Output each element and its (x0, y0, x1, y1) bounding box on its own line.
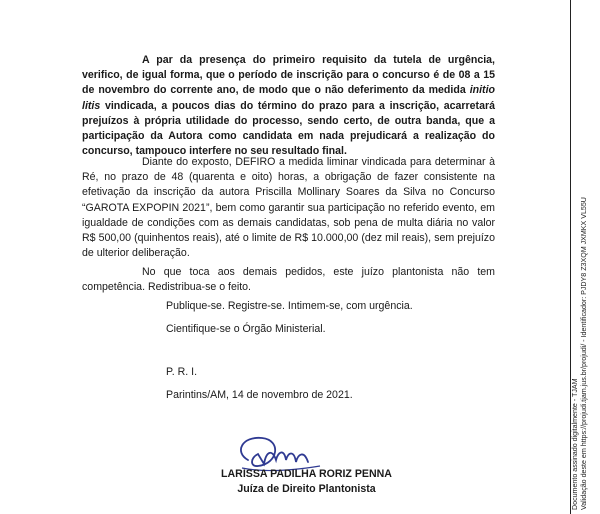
paragraph-decision: Diante do exposto, DEFIRO a medida liminar vindicada para determinar à Ré, no prazo de 48 (quarenta e oito) horas, a obrigação de fazer consistente na efetivação da inscrição da autora Priscilla Mollinary Soares da Silva no Concurso “GAROTA EXPOPIN 2021”, bem como garantir sua participação no referido evento, em igualdade de condições com as demais candidatas, sob pena de multa diária no valor R$ 500,00 (quinhentos reais), até o limite de R$ 10.000,00 (dez mil reais), sem prejuízo de ulterior deliberação. (82, 156, 495, 260)
place-and-date: Parintins/AM, 14 de novembro de 2021. (166, 389, 353, 401)
validation-note: Validação deste em https://projudi.tjam.jus.br/projudi/ - Identificador: PJDY8 Z3XQM JXMKX VL55U (580, 197, 588, 510)
publication-order: Publique-se. Registre-se. Intimem-se, com urgência. (166, 300, 413, 312)
paragraph-other-requests: No que toca aos demais pedidos, este juízo plantonista não tem competência. Redistribua-se o feito. (82, 266, 495, 294)
signature-note: Documento assinado digitalmente - TJAM (571, 378, 579, 510)
signer-title: Juíza de Direito Plantonista (237, 483, 376, 495)
paragraph-urgency: A par da presença do primeiro requisito da tutela de urgência, verifico, de igual forma, que o período de inscrição para o concurso é de 08 a 15 de novembro do corrente ano, de modo que o não deferimento da medida initio litis vindicada, a poucos dias do término do prazo para a inscrição, acarretará prejuízos à própria utilidade do processo, sendo certo, de outra banda, que a participação da Autora como candidata em nada prejudicará a realização do concurso, tampouco interfere no seu resultado final. (82, 54, 495, 158)
signer-name: LARISSA PADILHA RORIZ PENNA (221, 468, 392, 480)
validation-sidebar-text (571, 197, 589, 510)
pri-abbreviation: P. R. I. (166, 366, 198, 378)
ministerial-notice: Cientifique-se o Órgão Ministerial. (166, 323, 326, 335)
initio-litis-term: initio litis (82, 84, 495, 112)
